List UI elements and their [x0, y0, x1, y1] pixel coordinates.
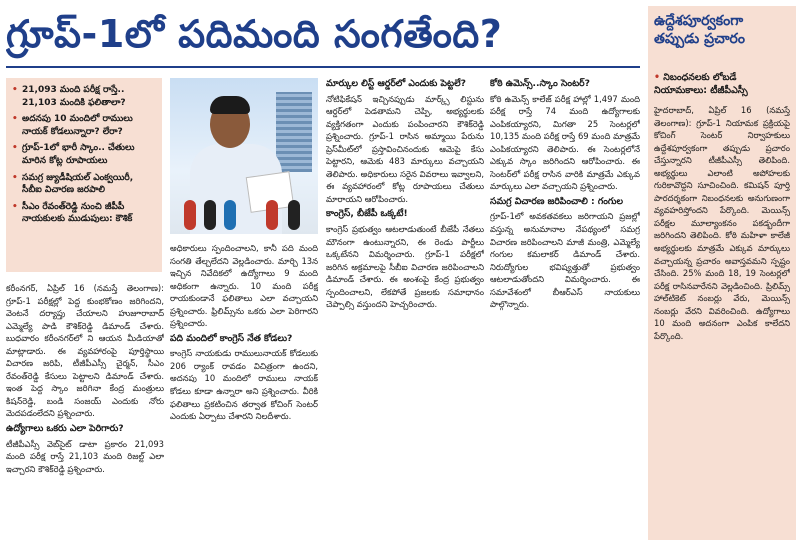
- article-text: టీజీపీఎస్సీ వెబ్‌సైట్ డాటా ప్రకారం 21,093 మంది పరీక్ష రాస్తే 21,103 మంది రిజల్ట్ ఎలా ఇచ్చారని కౌశిక్‌రెడ్డి ప్రశ్నించారు.: [6, 438, 164, 474]
- subheading: పది మందిలో కాంగ్రెస్ నేత కోడలు?: [170, 332, 293, 344]
- microphone-icon: [266, 200, 278, 230]
- article-text: గ్రూప్-1లో అవకతవకలు జరిగాయని ప్రజల్లో వస్తున్న అనుమానాల నేపథ్యంలో సమగ్ర విచారణ జరిపించాలని మాజీ మంత్రి, ఎమ్మెల్యే గంగుల కమలాకర్ డిమాండ్ చేశారు. నిరుద్యోగుల భవిష్యత్తుతో ప్రభుత్వం ఆటలాడుతోందని విమర్శించారు. ఈ సమావేశంలో బీఆర్ఎస్ నాయకులు పాల్గొన్నారు.: [490, 211, 640, 310]
- building-graphic: [276, 92, 312, 172]
- sidebar-bullet: • నిబంధనలకు లోబడే నియామకాలు: టీజీపీఎస్సీ: [654, 72, 790, 97]
- speaker-photo: [170, 78, 318, 234]
- microphone-icon: [288, 200, 300, 230]
- highlights-box: [6, 78, 162, 272]
- subheading: కోఠి ఉమెన్స్..స్కాం సెంటర్?: [490, 78, 590, 89]
- article-text: కాంగ్రెస్ ప్రభుత్వం ఆటలాడుతుంటే బీజేపీ నేతలు మౌనంగా ఉంటున్నారని, ఈ రెండు పార్టీలు ఒక్కటేనని విమర్శించారు. గ్రూప్-1 పరీక్షలో జరిగిన అక్రమాలపై సీబీఐ విచారణ జరిపించాలని డిమాండ్ చేశారు. ఈ అంశంపై కేంద్ర ప్రభుత్వం స్పందించాలని, లేకపోతే ప్రజలకు సమాధానం చెప్పాల్సి వస్తుందని హెచ్చరించారు.: [326, 224, 484, 310]
- highlight-item: • సమగ్ర జ్యుడీషియల్ ఎంక్వయిరీ, సీబీఐ విచారణ జరపాలి: [12, 172, 156, 197]
- article-column-2: [170, 242, 318, 537]
- microphone-icon: [224, 200, 236, 230]
- subheading: సమగ్ర విచారణ జరిపించాలి : గంగుల: [490, 195, 623, 207]
- sidebar-box: [648, 6, 796, 540]
- article-column-4: [490, 78, 640, 540]
- highlight-item: • అదనపు 10 మందిలో రాములు నాయక్ కోడలున్నారా? లేరా?: [12, 113, 156, 138]
- article-text: కరీంనగర్, ఏప్రిల్ 16 (నమస్తే తెలంగాణ): గ్రూప్-1 పరీక్షల్లో పెద్ద కుంభకోణం జరిగిందని, వెంటనే దర్యాప్తు చేయాలని హుజూరాబాద్ ఎమ్మెల్యే పాడి కౌశిక్‌రెడ్డి డిమాండ్ చేశారు. బుధవారం కరీంనగర్‌లో ని ఆయన మీడియాతో మాట్లాడారు. ఈ వ్యవహారంపై పూర్తిస్థాయి విచారణ జరిపి, టీజీపీఎస్సీ చైర్మన్, సీఎం రేవంత్‌రెడ్డి కేసులు పెట్టాలని డిమాండ్ చేశారు. ఇంత పెద్ద స్కాం జరిగినా కేంద్ర మంత్రులు కిషన్‌రెడ్డి, బండి సంజయ్ ఎందుకు నోరు మెదపడంలేదని ప్రశ్నించారు.: [6, 283, 164, 419]
- sidebar-text: హైదరాబాద్, ఏప్రిల్ 16 (నమస్తే తెలంగాణ): గ్రూప్-1 నియామక ప్రక్రియపై కోచింగ్ సెంటర్ నిర్వాహకులు ఉద్దేశపూర్వకంగా తప్పుడు ప్రచారం చేస్తున్నారని టీజీపీఎస్సీ తెలిపింది. అభ్యర్థులు ఎలాంటి అపోహలకు గురికావొద్దని సూచించింది. కమిషన్ పూర్తి పారదర్శకంగా నిబంధనలకు అనుగుణంగా వ్యవహరిస్తోందని పేర్కొంది. మెయిన్స్ పరీక్షల మూల్యాంకనం పకడ్బందీగా జరిగిందని తెలిపింది. కోఠి మహిళా కాలేజీ అభ్యర్థులకు మాత్రమే ఎక్కువ మార్కులు వచ్చాయన్న ప్రచారం అవాస్తవమని స్పష్టం చేసింది. 25% మంది 18, 19 సెంటర్లలో పరీక్ష రాసినవారేనని వెల్లడించింది. ప్రిలిమ్స్ హాల్‌టికెట్ నంబర్లు వేరు, మెయిన్స్ నంబర్లు వేరని వివరించింది. ఉద్యోగాలు 10 మంది అదనంగా ఎంపిక కాలేదని పేర్కొంది.: [654, 105, 790, 341]
- highlight-item: • సీఎం రేవంత్‌రెడ్డి నుంచి జీపీపీ నాయకులకు ముడుపులు: కౌశిక్: [12, 201, 156, 226]
- microphone-icon: [204, 200, 216, 230]
- highlight-item: • 21,093 మంది పరీక్ష రాస్తే.. 21,103 మందికి ఫలితాలా?: [12, 84, 156, 109]
- highlight-item: • గ్రూప్-1లో భారీ స్కాం.. చేతులు మారిన కోట్ల రూపాయలు: [12, 142, 156, 167]
- headline: గ్రూప్-1లో పదిమంది సంగతేంది?: [6, 12, 503, 56]
- sidebar-title: ఉద్దేశపూర్వకంగా తప్పుడు ప్రచారం: [654, 13, 745, 47]
- article-text: కాంగ్రెస్ నాయకుడు రాములునాయక్ కోడలుకు 206 ర్యాంక్ రావడం విచిత్రంగా ఉందని, అదనపు 10 మందిలో రాములు నాయక్ కోడలు కూడా ఉన్నారా అని ప్రశ్నించారు. వీరికి ఫలితాలు ప్రకటించిన తర్వాత కోచింగ్ సెంటర్ ఎందుకు ఏర్పాటు చేశారని నిలదీశారు.: [170, 348, 318, 422]
- microphone-icon: [184, 200, 196, 230]
- article-text: కోఠి ఉమెన్స్ కాలేజ్ పరీక్ష హాల్లో 1,497 మంది పరీక్ష రాస్తే 74 మంది ఉద్యోగాలకు ఎంపికయ్యారని, మిగతా 25 సెంటర్లలో 10,135 మంది పరీక్ష రాస్తే 69 మంది మాత్రమే ఎంపికయ్యారని తెలిపారు. ఈ సెంటర్లలోనే ఎక్కువ స్కాం జరిగిందని ఆరోపించారు. ఈ సెంటర్‌లో పరీక్ష రాసిన వారికి మాత్రమే ఎక్కువ మార్కులు ఎలా వచ్చాయని ప్రశ్నించారు.: [490, 93, 640, 192]
- headline-rule: [6, 66, 640, 68]
- subheading: కాంగ్రెస్, బీజేపీ ఒక్కటే!: [326, 208, 408, 220]
- article-text: అధికారులు స్పందించాలని, కానీ పది మంది సంగతి తేల్చలేదని వెల్లడించారు. మార్చి 13న ఇచ్చిన నివేదికలో ఉద్యోగాలు 9 మంది అధికంగా ఉన్నారు. 10 మంది పరీక్ష రాయకుండానే ఫలితాలు ఎలా వచ్చాయని ప్రశ్నించారు. ఫ్రిలిమ్స్‌ను ఒకరు ఎలా పెరిగారని ప్రశ్నించారు.: [170, 243, 318, 329]
- article-column-1: [6, 282, 164, 537]
- subheading: ఉద్యోగాలు ఒకరు ఎలా పెరిగారు?: [6, 423, 124, 435]
- speaker-hair: [210, 96, 250, 114]
- subheading: మార్కుల లిస్ట్ ఆర్డర్‌లో ఎందుకు పెట్టలే?: [326, 78, 466, 89]
- article-column-3: [326, 78, 484, 540]
- article-text: నోటిఫికేషన్ ఇచ్చినప్పుడు మార్క్స్ లిస్టును ఆర్డర్‌లో పెడతామని చెప్పి, అభ్యర్థులకు వ్యక్తిగతంగా ఎందుకు పంపించారని కౌశిక్‌రెడ్డి ప్రశ్నించారు. గ్రూప్-1 రాసిన అమ్మాయి పేరును ప్రెస్‌మీట్‌లో ప్రస్తావించినందుకు ఆమెపై కేసు పెట్టారని, ఆమెకు 483 మార్కులు వచ్చాయని తెలిపారు. అధికారులు సరైన వివరాలు ఇవ్వాలని, ఈ వ్యవహారంలో కోట్ల రూపాయలు చేతులు మారాయని ఆరోపించారు.: [326, 93, 484, 204]
